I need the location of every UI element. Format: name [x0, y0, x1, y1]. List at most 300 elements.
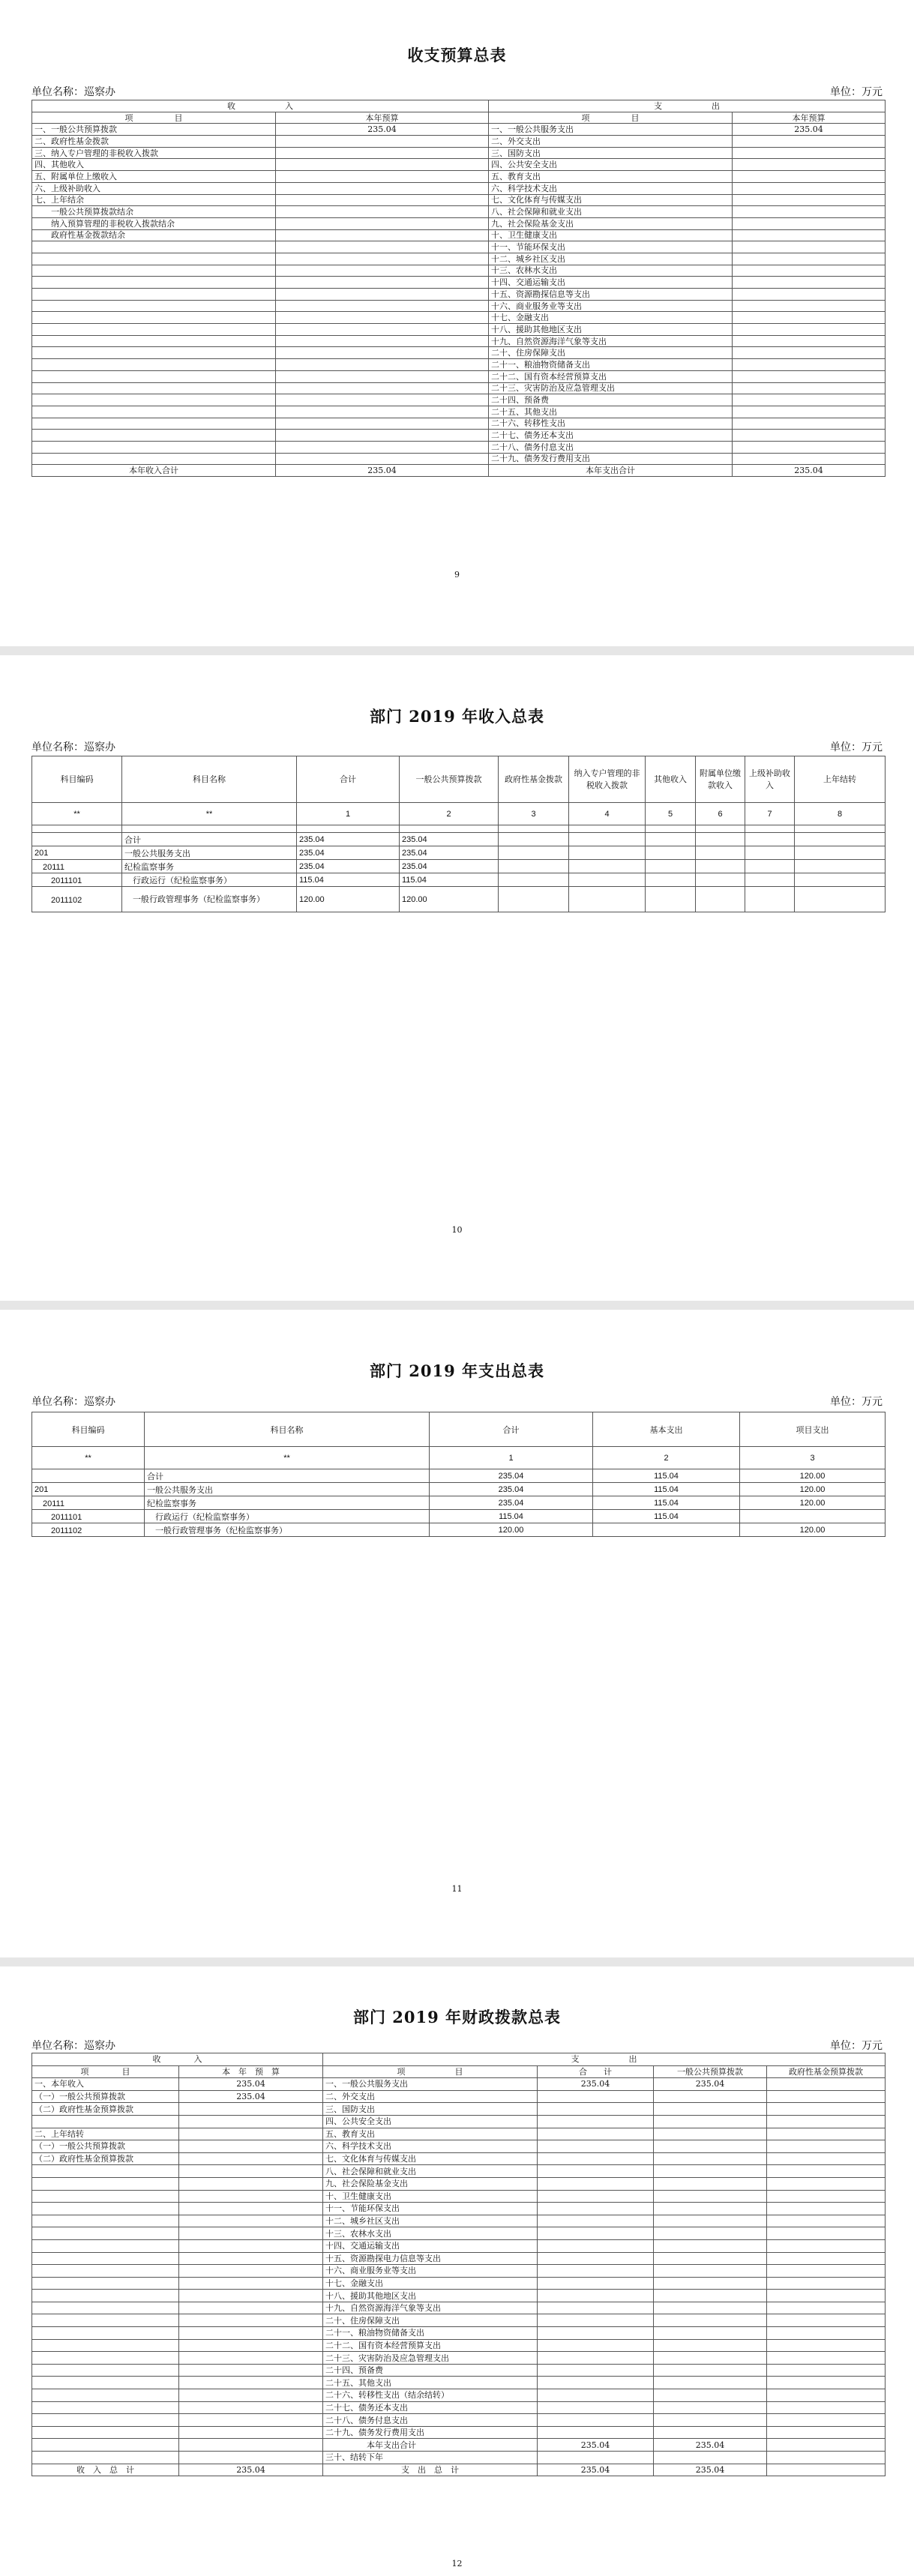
expense-item: 十、卫生健康支出	[489, 229, 733, 241]
income-value	[179, 2377, 323, 2389]
expense-general	[654, 2177, 767, 2190]
table-row	[32, 182, 886, 194]
expense-general	[654, 2252, 767, 2265]
column-index: **	[145, 1447, 430, 1469]
column-header: 政府性基金拨款	[499, 756, 569, 803]
table-row	[32, 2115, 886, 2128]
expense-general	[654, 2426, 767, 2439]
expense-general	[654, 2215, 767, 2227]
expense-total	[538, 2401, 654, 2414]
expense-fund	[767, 2203, 886, 2215]
income-item	[32, 2314, 179, 2327]
expense-total	[538, 2314, 654, 2327]
table-row	[32, 394, 886, 406]
table-row	[32, 430, 886, 442]
expense-value	[733, 406, 886, 418]
col-budget: 本年预算	[276, 112, 489, 124]
total-expense-label: 支 出 总 计	[323, 2464, 538, 2476]
basic-expense-value: 115.04	[593, 1510, 740, 1523]
table-row	[32, 1510, 886, 1523]
income-value	[179, 2190, 323, 2203]
project-expense-value: 120.00	[740, 1496, 886, 1510]
income-item	[32, 2215, 179, 2227]
expense-total	[538, 2389, 654, 2402]
income-item	[32, 253, 276, 265]
income-value	[179, 2203, 323, 2215]
income-value	[276, 206, 489, 218]
column-header: 一般公共预算拨款	[400, 756, 499, 803]
income-item	[32, 289, 276, 301]
page-divider	[0, 1301, 914, 1310]
table-row	[32, 453, 886, 465]
expense-fund	[767, 2377, 886, 2389]
expense-total	[538, 2265, 654, 2278]
table-row	[32, 2203, 886, 2215]
column-header: 项目支出	[740, 1412, 886, 1447]
expense-total	[538, 2190, 654, 2203]
income-value	[276, 253, 489, 265]
expense-general	[654, 2377, 767, 2389]
general-budget-value: 120.00	[400, 887, 499, 912]
column-header: 合计	[430, 1412, 593, 1447]
table-row	[32, 171, 886, 183]
expense-item: 十七、金融支出	[489, 312, 733, 324]
expense-fund	[767, 2090, 886, 2103]
table-row	[32, 1523, 886, 1537]
expense-fund	[767, 2152, 886, 2165]
column-index: 1	[297, 803, 400, 825]
column-header: 科目编码	[32, 1412, 145, 1447]
expense-value	[733, 453, 886, 465]
total-value: 235.04	[297, 833, 400, 846]
subject-name: 一般公共服务支出	[145, 1483, 430, 1496]
income-item	[32, 2177, 179, 2190]
expense-item: 二十、住房保障支出	[489, 347, 733, 359]
expense-general	[654, 2128, 767, 2140]
table-row	[32, 194, 886, 206]
empty-cell	[499, 860, 569, 873]
page-12	[0, 1966, 914, 2576]
income-value	[179, 2252, 323, 2265]
total-income-value: 235.04	[179, 2464, 323, 2476]
expense-total	[538, 2203, 654, 2215]
expense-item: 十三、农林水支出	[323, 2227, 538, 2240]
table-row	[32, 265, 886, 277]
total-expense-general: 235.04	[654, 2464, 767, 2476]
income-item	[32, 2115, 179, 2128]
income-item	[32, 430, 276, 442]
expense-value	[733, 241, 886, 253]
expense-general	[654, 2265, 767, 2278]
income-item	[32, 2389, 179, 2402]
expense-total	[538, 2452, 654, 2464]
income-item	[32, 2377, 179, 2389]
table-row	[32, 1469, 886, 1483]
table-row	[32, 2177, 886, 2190]
currency-unit: 单位：万元	[830, 86, 883, 98]
income-item	[32, 2352, 179, 2365]
expense-item: 十四、交通运输支出	[323, 2239, 538, 2252]
table-row	[32, 324, 886, 336]
table-row	[32, 2165, 886, 2178]
empty-cell	[499, 846, 569, 860]
table-row	[32, 2128, 886, 2140]
expense-item: 一、一般公共服务支出	[323, 2078, 538, 2091]
column-header: 上级补助收入	[745, 756, 795, 803]
page-10	[0, 655, 914, 1301]
table-row	[32, 2401, 886, 2414]
income-item	[32, 2203, 179, 2215]
income-value	[179, 2314, 323, 2327]
expense-general	[654, 2352, 767, 2365]
col-item: 项 目	[32, 112, 276, 124]
income-value	[276, 229, 489, 241]
table-row	[32, 289, 886, 301]
expense-general: 235.04	[654, 2439, 767, 2452]
table-row	[32, 2452, 886, 2464]
expense-fund	[767, 2239, 886, 2252]
subject-code: 2011102	[32, 887, 122, 912]
table-row	[32, 2277, 886, 2290]
expense-general	[654, 2302, 767, 2314]
expense-value	[733, 394, 886, 406]
expense-total	[538, 2252, 654, 2265]
income-value	[179, 2239, 323, 2252]
income-item: 四、其他收入	[32, 159, 276, 171]
expense-fund	[767, 2265, 886, 2278]
expense-general	[654, 2327, 767, 2340]
income-header: 收 入	[32, 100, 489, 112]
expense-fund	[767, 2439, 886, 2452]
table-row	[32, 253, 886, 265]
empty-cell	[696, 873, 745, 887]
income-item	[32, 347, 276, 359]
expense-total	[538, 2377, 654, 2389]
expense-general	[654, 2339, 767, 2352]
income-value	[276, 335, 489, 347]
expense-item: 二、外交支出	[323, 2090, 538, 2103]
income-item	[32, 2190, 179, 2203]
expense-item: 十四、交通运输支出	[489, 277, 733, 289]
income-item: 三、纳入专户管理的非税收入拨款	[32, 147, 276, 159]
expense-value	[733, 194, 886, 206]
total-income-label: 本年收入合计	[32, 465, 276, 477]
income-value	[179, 2401, 323, 2414]
subject-name: 一般行政管理事务（纪检监察事务）	[145, 1523, 430, 1537]
income-item	[32, 2252, 179, 2265]
total-value: 120.00	[430, 1523, 593, 1537]
empty-cell	[569, 846, 646, 860]
column-index: 7	[745, 803, 795, 825]
expense-fund	[767, 2364, 886, 2377]
table-row	[32, 2439, 886, 2452]
empty-cell	[696, 846, 745, 860]
expense-fund	[767, 2215, 886, 2227]
expense-general	[654, 2239, 767, 2252]
total-value: 235.04	[430, 1469, 593, 1483]
income-item: （二）政府性基金预算拨款	[32, 2103, 179, 2116]
expense-item: 二十、住房保障支出	[323, 2314, 538, 2327]
expense-fund	[767, 2277, 886, 2290]
expense-fund	[767, 2314, 886, 2327]
income-value: 235.04	[179, 2090, 323, 2103]
expense-general	[654, 2452, 767, 2464]
table-row	[32, 2103, 886, 2116]
expense-fund	[767, 2389, 886, 2402]
column-index: 2	[400, 803, 499, 825]
expense-item: 二十六、转移性支出（结余结转）	[323, 2389, 538, 2402]
subject-code: 2011101	[32, 1510, 145, 1523]
basic-expense-value: 115.04	[593, 1483, 740, 1496]
income-value	[276, 324, 489, 336]
income-value	[179, 2265, 323, 2278]
column-header: 基本支出	[593, 1412, 740, 1447]
expense-item: 二十五、其他支出	[489, 406, 733, 418]
subject-code	[32, 833, 122, 846]
column-header: 科目编码	[32, 756, 122, 803]
expense-fund	[767, 2227, 886, 2240]
table-row	[32, 2215, 886, 2227]
page-number: 9	[454, 570, 460, 580]
empty-cell	[646, 833, 696, 846]
income-value	[276, 277, 489, 289]
income-item	[32, 453, 276, 465]
expense-total	[538, 2352, 654, 2365]
expense-value	[733, 265, 886, 277]
income-item	[32, 2239, 179, 2252]
expense-item: 五、教育支出	[489, 171, 733, 183]
expense-general	[654, 2165, 767, 2178]
col-gov-fund: 政府性基金预算拨款	[767, 2065, 886, 2078]
basic-expense-value: 115.04	[593, 1469, 740, 1483]
table-row	[32, 2314, 886, 2327]
expense-total: 235.04	[538, 2078, 654, 2091]
table-row	[32, 277, 886, 289]
table-row	[32, 124, 886, 136]
income-item: 二、上年结转	[32, 2128, 179, 2140]
table-row	[32, 418, 886, 430]
expense-total	[538, 2339, 654, 2352]
page-number: 12	[451, 2559, 463, 2569]
subject-code: 201	[32, 1483, 145, 1496]
empty-cell	[795, 833, 886, 846]
subject-name: 合计	[145, 1469, 430, 1483]
total-value: 235.04	[297, 860, 400, 873]
expense-fund	[767, 2128, 886, 2140]
expense-item: 二十二、国有资本经营预算支出	[323, 2339, 538, 2352]
income-header: 收 入	[32, 2053, 323, 2066]
column-header: 附属单位缴款收入	[696, 756, 745, 803]
income-value	[276, 300, 489, 312]
income-value	[276, 136, 489, 148]
expense-item: 七、文化体育与传媒支出	[489, 194, 733, 206]
expense-item: 二十一、粮油物资储备支出	[489, 359, 733, 371]
table-row	[32, 441, 886, 453]
expense-item: 四、公共安全支出	[323, 2115, 538, 2128]
income-value	[276, 394, 489, 406]
income-value	[276, 265, 489, 277]
expense-item: 二十八、债务付息支出	[489, 441, 733, 453]
income-value	[179, 2103, 323, 2116]
expense-total	[538, 2414, 654, 2427]
expense-item: 十六、商业服务业等支出	[323, 2265, 538, 2278]
page-title: 收支预算总表	[407, 46, 507, 64]
empty-cell	[499, 833, 569, 846]
total-expense-label: 本年支出合计	[489, 465, 733, 477]
income-item	[32, 324, 276, 336]
expense-value	[733, 370, 886, 382]
expense-general: 235.04	[654, 2078, 767, 2091]
income-item	[32, 2277, 179, 2290]
column-header: 上年结转	[795, 756, 886, 803]
table-row	[32, 206, 886, 218]
income-value	[276, 453, 489, 465]
currency-unit: 单位：万元	[830, 741, 883, 753]
income-value	[179, 2439, 323, 2452]
empty-cell	[646, 860, 696, 873]
income-value	[276, 289, 489, 301]
expense-item: 二十九、债务发行费用支出	[489, 453, 733, 465]
total-income-value: 235.04	[276, 465, 489, 477]
expense-total	[538, 2239, 654, 2252]
fiscal-allocation-table	[31, 2053, 886, 2476]
table-row	[32, 2140, 886, 2153]
income-item	[32, 2452, 179, 2464]
expense-item: 十五、资源勘探信息等支出	[489, 289, 733, 301]
empty-cell	[646, 873, 696, 887]
income-value	[179, 2177, 323, 2190]
general-budget-value: 115.04	[400, 873, 499, 887]
expense-total	[538, 2165, 654, 2178]
table-row	[32, 347, 886, 359]
expense-total	[538, 2215, 654, 2227]
income-value	[276, 406, 489, 418]
expense-total	[538, 2290, 654, 2302]
expense-value	[733, 418, 886, 430]
income-item: 一、一般公共预算拨款	[32, 124, 276, 136]
general-budget-value: 235.04	[400, 833, 499, 846]
income-value	[179, 2215, 323, 2227]
income-item	[32, 359, 276, 371]
income-item	[32, 265, 276, 277]
col-item: 项 目	[489, 112, 733, 124]
col-item: 项 目	[323, 2065, 538, 2078]
income-value	[276, 441, 489, 453]
table-row	[32, 2389, 886, 2402]
income-item: （一）一般公共预算拨款	[32, 2090, 179, 2103]
column-header: 纳入专户管理的非税收入拨款	[569, 756, 646, 803]
income-value	[276, 171, 489, 183]
table-row	[32, 2377, 886, 2389]
expense-summary-table	[31, 1412, 886, 1537]
income-item	[32, 2339, 179, 2352]
expense-fund	[767, 2165, 886, 2178]
expense-item: 十二、城乡社区支出	[323, 2215, 538, 2227]
expense-fund	[767, 2401, 886, 2414]
expense-value	[733, 335, 886, 347]
income-item	[32, 277, 276, 289]
income-value	[179, 2302, 323, 2314]
empty-cell	[646, 846, 696, 860]
table-row	[32, 382, 886, 394]
expense-item: 十八、援助其他地区支出	[323, 2290, 538, 2302]
table-row	[32, 2352, 886, 2365]
table-row	[32, 2339, 886, 2352]
expense-general	[654, 2090, 767, 2103]
income-item	[32, 394, 276, 406]
expense-item: 十八、援助其他地区支出	[489, 324, 733, 336]
col-budget: 本 年 预 算	[179, 2065, 323, 2078]
expense-item: 一、一般公共服务支出	[489, 124, 733, 136]
income-value	[179, 2452, 323, 2464]
col-budget: 本年预算	[733, 112, 886, 124]
empty-cell	[569, 860, 646, 873]
expense-item: 二十二、国有资本经营预算支出	[489, 370, 733, 382]
income-value	[179, 2290, 323, 2302]
page-11	[0, 1310, 914, 1957]
expense-item: 四、公共安全支出	[489, 159, 733, 171]
expense-general	[654, 2290, 767, 2302]
income-item: 二、政府性基金拨款	[32, 136, 276, 148]
expense-value: 235.04	[733, 124, 886, 136]
expense-item: 二十三、灾害防治及应急管理支出	[489, 382, 733, 394]
expense-item: 九、社会保险基金支出	[323, 2177, 538, 2190]
table-row	[32, 887, 886, 912]
income-value	[179, 2414, 323, 2427]
table-row	[32, 2327, 886, 2340]
project-expense-value: 120.00	[740, 1469, 886, 1483]
expense-general	[654, 2314, 767, 2327]
expense-general	[654, 2152, 767, 2165]
expense-value	[733, 159, 886, 171]
income-summary-table	[31, 756, 886, 912]
expense-item: 二十七、债务还本支出	[489, 430, 733, 442]
income-value	[276, 159, 489, 171]
expense-value	[733, 147, 886, 159]
subject-code	[32, 1469, 145, 1483]
expense-fund	[767, 2452, 886, 2464]
income-value	[179, 2327, 323, 2340]
income-item: （一）一般公共预算拨款	[32, 2140, 179, 2153]
expense-general	[654, 2401, 767, 2414]
income-item	[32, 418, 276, 430]
unit-name: 单位名称：巡察办	[31, 2040, 115, 2052]
expense-general	[654, 2277, 767, 2290]
expense-total	[538, 2302, 654, 2314]
currency-unit: 单位：万元	[830, 2040, 883, 2052]
table-row	[32, 300, 886, 312]
expense-item: 十、卫生健康支出	[323, 2190, 538, 2203]
basic-expense-value: 115.04	[593, 1496, 740, 1510]
expense-total: 235.04	[538, 2439, 654, 2452]
subject-name: 一般公共服务支出	[122, 846, 297, 860]
income-value	[179, 2128, 323, 2140]
table-row	[32, 1496, 886, 1510]
column-index: **	[122, 803, 297, 825]
expense-item: 十七、金融支出	[323, 2277, 538, 2290]
page-title: 部门 2019 年财政拨款总表	[352, 2008, 562, 2026]
income-value	[179, 2277, 323, 2290]
income-value	[276, 194, 489, 206]
expense-fund	[767, 2339, 886, 2352]
expense-value	[733, 300, 886, 312]
income-item	[32, 2439, 179, 2452]
expense-item: 二十九、债务发行费用支出	[323, 2426, 538, 2439]
column-index: 1	[430, 1447, 593, 1469]
income-item	[32, 2165, 179, 2178]
income-value	[179, 2140, 323, 2153]
expense-value	[733, 312, 886, 324]
